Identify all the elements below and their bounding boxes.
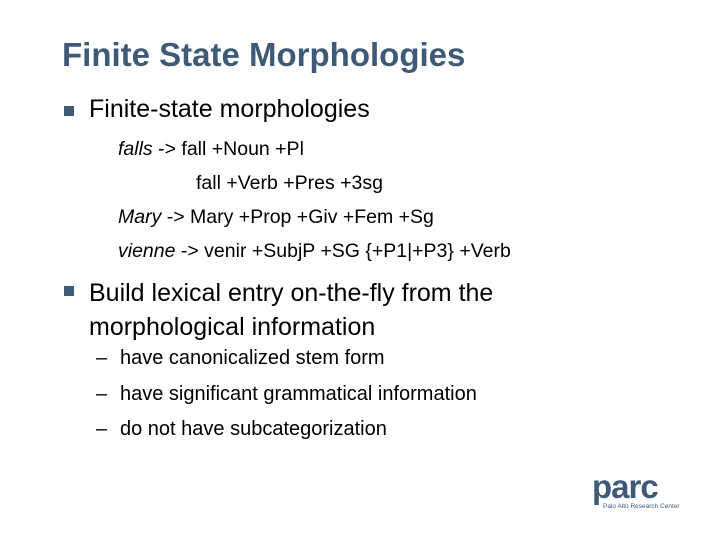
sub-bullet [96, 418, 387, 441]
sub-bullet [96, 383, 477, 406]
sub-bullet-text: have significant grammatical information [120, 383, 477, 405]
example-analysis: -> Mary +Prop +Giv +Fem +Sg [161, 206, 434, 228]
sub-bullet-text: have canonicalized stem form [120, 347, 385, 369]
example-line [118, 206, 434, 229]
example-word: vienne [118, 240, 176, 262]
logo-subtitle: Palo Alto Research Center [603, 503, 680, 510]
dash-icon: – [96, 347, 108, 369]
slide-title: Finite State Morphologies [62, 36, 466, 73]
example-line [118, 240, 511, 263]
bullet-square-icon [64, 106, 74, 116]
dash-icon: – [96, 383, 108, 405]
bullet-text: Build lexical entry on-the-fly from the morphological information [89, 279, 494, 341]
bullet-square-icon [64, 286, 74, 296]
sub-bullet [96, 347, 385, 370]
example-analysis: fall +Verb +Pres +3sg [196, 172, 383, 194]
example-line [118, 138, 304, 161]
dash-icon: – [96, 418, 108, 440]
example-analysis: -> fall +Noun +Pl [152, 138, 304, 160]
sub-bullet-text: do not have subcategorization [120, 418, 387, 440]
parc-logo [592, 468, 692, 514]
example-word: Mary [118, 206, 162, 228]
example-analysis: -> venir +SubjP +SG {+P1|+P3} +Verb [175, 240, 511, 262]
example-word: falls [118, 138, 153, 160]
example-line [196, 172, 383, 195]
bullet-text: Finite-state morphologies [89, 95, 370, 123]
logo-word: parc [592, 468, 658, 505]
